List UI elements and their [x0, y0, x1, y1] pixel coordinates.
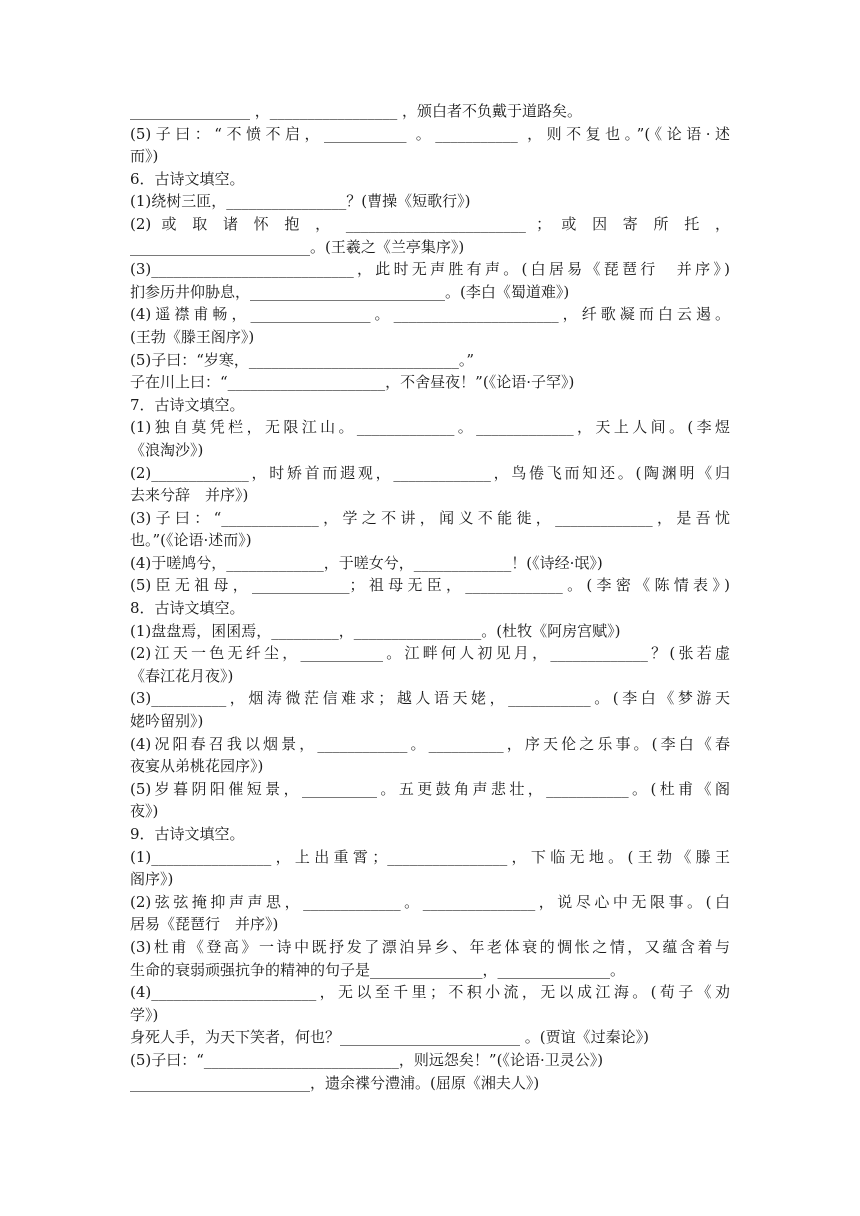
text-line: 学》) [130, 1005, 159, 1024]
text-line: ________________________。(王羲之《兰亭集序》) [130, 237, 465, 256]
text-line: 阁序》) [130, 870, 174, 889]
text-line: (1)盘盘焉，囷囷焉，_________，_________________。(杜牧《阿房宫赋》) [130, 621, 621, 640]
text-line: 8．古诗文填空。 [130, 599, 245, 618]
text-line: (5)臣无祖母，_____________；祖母无臣，_____________。(李密《陈情表》) [130, 576, 730, 595]
text-line: (4)______________________，无以至千里；不积小流，无以成江海。(荀子《劝 [130, 983, 730, 1002]
text-line: (2)江天一色无纤尘，___________。江畔何人初见月，_____________？(张若虚 [130, 644, 730, 663]
text-line: 居易《琵琶行 并序》) [130, 915, 279, 934]
text-line: (5)子曰：“__________________________，则远怨矣！”(《论语·卫灵公》) [130, 1050, 604, 1069]
text-line: ________________________，遗余褋兮澧浦。(屈原《湘夫人》) [130, 1073, 540, 1092]
text-line: 夜宴从弟桃花园序》) [130, 757, 264, 776]
text-line: (3)___________________________，此时无声胜有声。(白居易《琵琶行 并序》) [130, 260, 730, 279]
text-line: (5)子曰：“不愤不启，___________ 。___________ ，则不复也。”(《论语·述 [130, 124, 730, 143]
text-line: 6．古诗文填空。 [130, 169, 245, 188]
text-line: 去来兮辞 并序》) [130, 486, 249, 505]
text-line: (1)________________，上出重霄；________________，下临无地。(王勃《滕王 [130, 847, 730, 866]
text-line: (1)独自莫凭栏，无限江山。_____________。_____________，天上人间。(李煜 [130, 418, 730, 437]
document-page [130, 100, 730, 1094]
text-line: 子在川上曰：“_____________________，不舍昼夜！”(《论语·子罕》) [130, 373, 575, 392]
text-line: 生命的衰弱顽强抗争的精神的句子是_______________，_______________。 [130, 960, 626, 979]
text-line: (4)于嗟鸠兮，_____________，于嗟女兮，_____________！(《诗经·氓》) [130, 553, 603, 572]
text-line: 也。”(《论语·述而》) [130, 531, 252, 550]
text-line: (5)岁暮阴阳催短景，__________。五更鼓角声悲壮，___________。(杜甫《阁 [130, 779, 730, 798]
text-line: (3)__________，烟涛微茫信难求；越人语天姥，___________。(李白《梦游天 [130, 689, 730, 708]
text-line: (王勃《滕王阁序》) [130, 327, 255, 346]
text-line: (4)况阳春召我以烟景，____________。__________，序天伦之乐事。(李白《春 [130, 734, 730, 753]
text-line: 《浪淘沙》) [130, 440, 204, 459]
text-line: 《春江花月夜》) [130, 666, 234, 685]
text-line: (2)_____________，时矫首而遐观，_____________，鸟倦飞而知还。(陶渊明《归 [130, 463, 730, 482]
text-line: (3)子曰：“_____________，学之不讲，闻义不能徙，_____________，是吾忧 [130, 508, 730, 527]
text-line: (3)杜甫《登高》一诗中既抒发了漂泊异乡、年老体衰的惆怅之情，又蕴含着与 [130, 937, 730, 956]
text-line: 而》) [130, 147, 159, 166]
text-line: 扪参历井仰胁息，__________________________。(李白《蜀道难》) [130, 282, 570, 301]
text-line: 夜》) [130, 802, 159, 821]
text-line: (2)弦弦掩抑声声思，_____________。_______________，说尽心中无限事。(白 [130, 892, 730, 911]
text-line: 9．古诗文填空。 [130, 825, 245, 843]
text-line: 7．古诗文填空。 [130, 395, 245, 414]
text-line: (5)子曰：“岁寒，____________________________。” [130, 350, 475, 369]
text-line: (1)绕树三匝，________________？(曹操《短歌行》) [130, 192, 471, 211]
text-line: 姥吟留别》) [130, 712, 204, 731]
text-line: ________________ ，_________________ ，颁白者不负戴于道路矣。 [130, 102, 583, 120]
text-line: 身死人手，为天下笑者，何也？________________________ 。(贾谊《过秦论》) [130, 1028, 649, 1047]
text-line: (4)遥襟甫畅，________________。______________________，纤歌凝而白云遏。 [130, 305, 730, 324]
text-line: (2) 或 取 诸 怀 抱 ， ________________________ ； 或 因 寄 所 托 ， [130, 214, 730, 233]
